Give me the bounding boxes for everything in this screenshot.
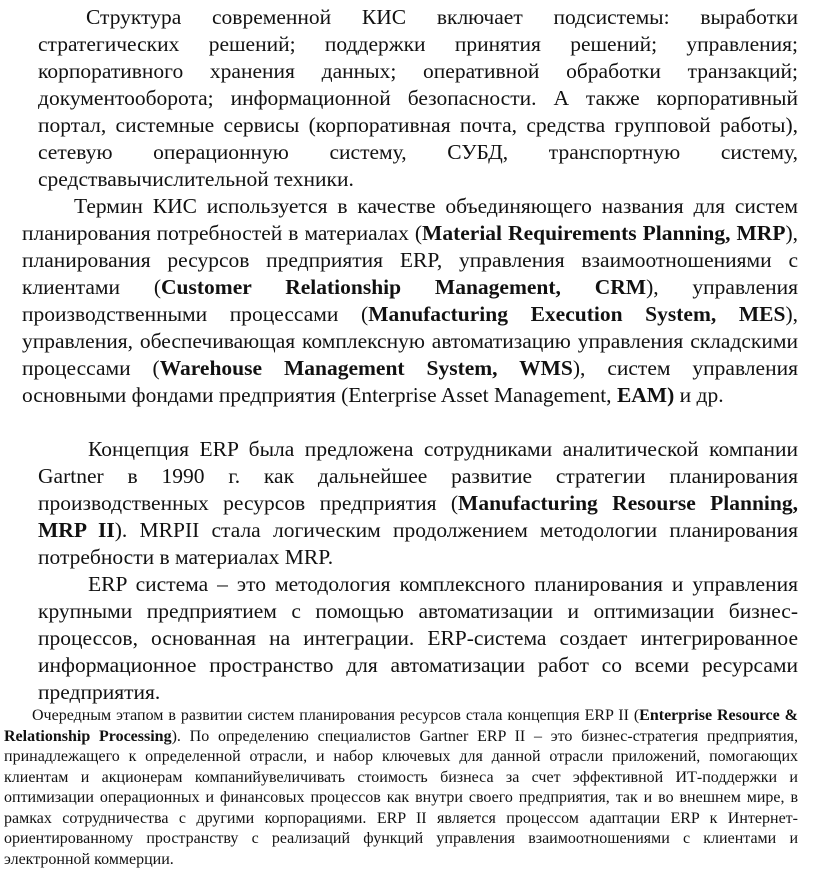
paragraph-text: Очередным этапом в развитии систем планирования ресурсов стала концепция ERP II ( [32, 707, 640, 724]
paragraph-text: ), управления, обеспечивающая комплексную автоматизацию управления складскими процессами ( [22, 302, 799, 380]
term-mes: Manufacturing Execution System, MES [368, 302, 786, 326]
paragraph-text: ). MRPII стала логическим продолжением методологии планирования потребности в материалах MRP. [38, 518, 798, 569]
paragraph-text: ), систем управления основными фондами предприятия (Enterprise Asset Management, [22, 356, 798, 407]
term-eam: EAM) [616, 383, 675, 407]
paragraph-kis-term [22, 193, 798, 409]
paragraph-erp-concept [38, 436, 798, 571]
term-mrp-ii: Manufacturing Resourse Planning, MRP II [38, 491, 798, 542]
paragraph-text: ). По определению специалистов Gartner ERP II – это бизнес-стратегия предприятия, принадлежащего к определенной отрасли, и набор ключевых для данной отрасли приложений, помогающих клиентам и акционерам компанийувеличивать стоимость бизнеса за счет эффективной ИТ-поддержки и оптимизации операционных и финансовых процессов как внутри своего предприятия, так и во внешнем мире, в рамках сотрудничества с другими корпорациями. ERP II является процессом адаптации ERP к Интернет- ориентированному пространству с реализаций функций управления взаимоотношениями с клиентами и электронной коммерции. [4, 727, 799, 868]
paragraph-erp-ii [4, 706, 798, 870]
term-wms: Warehouse Management System, WMS [159, 356, 573, 380]
paragraph-text: ERP система – это методология комплексного планирования и управления крупными предприятием с помощью автоматизации и оптимизации бизнес- процессов, основанная на интеграции. ERP-система создает интегрированное информационное пространство для автоматизации работ со всеми ресурсами предприятия. [38, 572, 798, 704]
paragraph-text: ), планирования ресурсов предприятия ERP, управления взаимоотношениями с клиентами ( [22, 221, 798, 299]
paragraph-text: Структура современной КИС включает подсистемы: выработки стратегических решений; поддержки принятия решений; управления; корпоративного хранения данных; оперативной обработки транзакций; документооборота; информационной безопасности. А также корпоративный портал, системные сервисы (корпоративная почта, средства групповой работы), сетевую операционную систему, СУБД, транспортную систему, средствавычислительной техники. [38, 5, 798, 191]
paragraph-text: и др. [674, 383, 724, 407]
term-mrp: Material Requirements Planning, MRP [422, 221, 786, 245]
paragraph-kis-structure [38, 4, 798, 193]
paragraph-text: Термин КИС используется в качестве объединяющего названия для систем планирования потребностей в материалах ( [22, 194, 798, 245]
term-erp-ii: Enterprise Resource & Relationship Processing [4, 707, 799, 745]
paragraph-text: Концепция ERP была предложена сотрудниками аналитической компании Gartner в 1990 г. как дальнейшее развитие стратегии планирования производственных ресурсов предприятия ( [38, 437, 798, 515]
term-crm: Customer Relationship Management, CRM [161, 275, 647, 299]
paragraph-text: ), управления производственными процессами ( [22, 275, 799, 326]
paragraph-erp-system [38, 571, 798, 706]
